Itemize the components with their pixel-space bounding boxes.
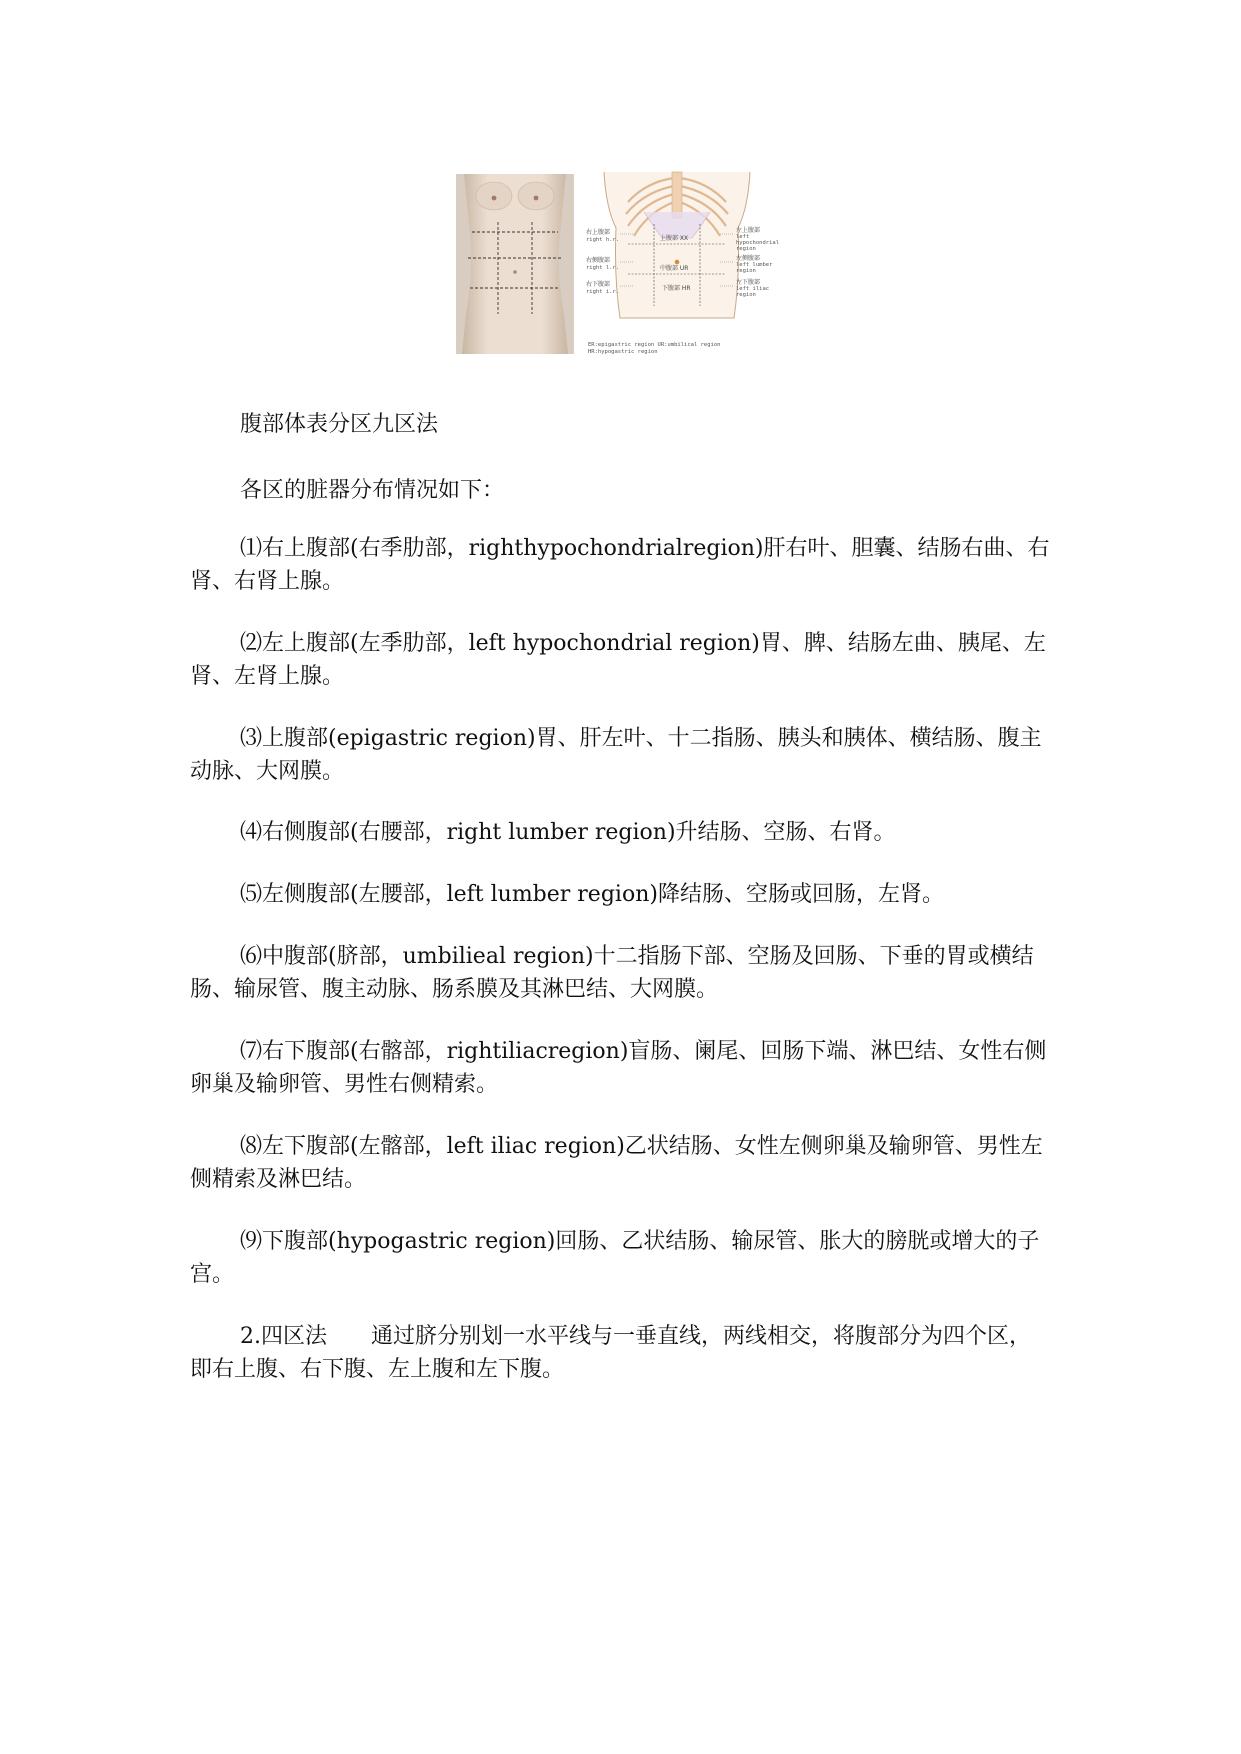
label-left-lumbar: 左侧腹部 xyxy=(736,255,761,262)
label-left-hypochondrial-en3: region xyxy=(736,246,756,252)
region-paragraph-8: ⑻左下腹部(左髂部，left iliac region)乙状结肠、女性左侧卵巢及输卵管、男性左侧精索及淋巴结。 xyxy=(190,1134,1043,1192)
abdomen-regions-figure xyxy=(456,168,780,356)
region-paragraph-7: ⑺右下腹部(右髂部，rightiliacregion)盲肠、阑尾、回肠下端、淋巴结、女性右侧卵巢及输卵管、男性右侧精索。 xyxy=(190,1039,1047,1097)
label-epigastric: 上腹部 XX xyxy=(660,235,689,242)
region-paragraph-9: ⑼下腹部(hypogastric region)回肠、乙状结肠、输尿管、胀大的膀胱或增大的子宫。 xyxy=(190,1229,1040,1287)
label-left-hypochondrial-en2: hypochondrial xyxy=(736,240,780,246)
region-paragraph-6: ⑹中腹部(脐部，umbilieal region)十二指肠下部、空肠及回肠、下垂的胃或横结肠、输尿管、腹主动脉、肠系膜及其淋巴结、大网膜。 xyxy=(190,944,1034,1002)
abdomen-regions-diagram xyxy=(586,168,780,356)
region-paragraph-3: ⑶上腹部(epigastric region)胃、肝左叶、十二指肠、胰头和胰体、横结肠、腹主动脉、大网膜。 xyxy=(190,726,1042,784)
label-right-lumbar-en: right l.r. xyxy=(586,265,620,271)
four-quadrant-paragraph: 2.四区法 通过脐分别划一水平线与一垂直线，两线相交，将腹部分为四个区，即右上腹、右下腹、左上腹和左下腹。 xyxy=(190,1324,1031,1382)
label-left-lumbar-en1: left lumber xyxy=(736,262,773,268)
label-left-iliac-en1: left iliac xyxy=(736,286,770,292)
label-hypogastric: 下腹部 HR xyxy=(662,285,691,292)
label-left-hypochondrial: 左上腹部 xyxy=(736,227,761,234)
intro-paragraph: 各区的脏器分布情况如下： xyxy=(240,478,505,503)
region-paragraph-4: ⑷右侧腹部(右腰部，right lumber region)升结肠、空肠、右肾。 xyxy=(240,820,896,845)
label-right-iliac: 右下腹部 xyxy=(586,281,611,288)
region-paragraph-5: ⑸左侧腹部(左腰部，left lumber region)降结肠、空肠或回肠，左肾。 xyxy=(240,882,944,907)
label-umbilical: 中腹部 UR xyxy=(660,265,689,272)
label-left-lumbar-en2: region xyxy=(736,268,756,274)
torso-photo xyxy=(456,174,574,354)
label-right-iliac-en: right i.r. xyxy=(586,289,620,295)
label-left-iliac-en2: region xyxy=(736,292,756,298)
figure-caption-line1: ER:epigastric region UR:umbilical region xyxy=(588,342,721,348)
figure-title: 腹部体表分区九区法 xyxy=(240,412,439,437)
label-right-hypochondrial: 右上腹部 xyxy=(586,229,611,236)
label-right-hypochondrial-en: right h.r. xyxy=(586,237,620,243)
label-right-lumbar: 右侧腹部 xyxy=(586,257,611,264)
label-left-hypochondrial-en1: left xyxy=(736,234,750,240)
figure-caption-line2: HR:hypogastric region xyxy=(588,349,658,355)
label-left-iliac: 左下腹部 xyxy=(736,279,761,286)
region-paragraph-2: ⑵左上腹部(左季肋部，left hypochondrial region)胃、脾、结肠左曲、胰尾、左肾、左肾上腺。 xyxy=(190,631,1046,689)
region-paragraph-1: ⑴右上腹部(右季肋部，righthypochondrialregion)肝右叶、胆囊、结肠右曲、右肾、右肾上腺。 xyxy=(190,536,1050,594)
